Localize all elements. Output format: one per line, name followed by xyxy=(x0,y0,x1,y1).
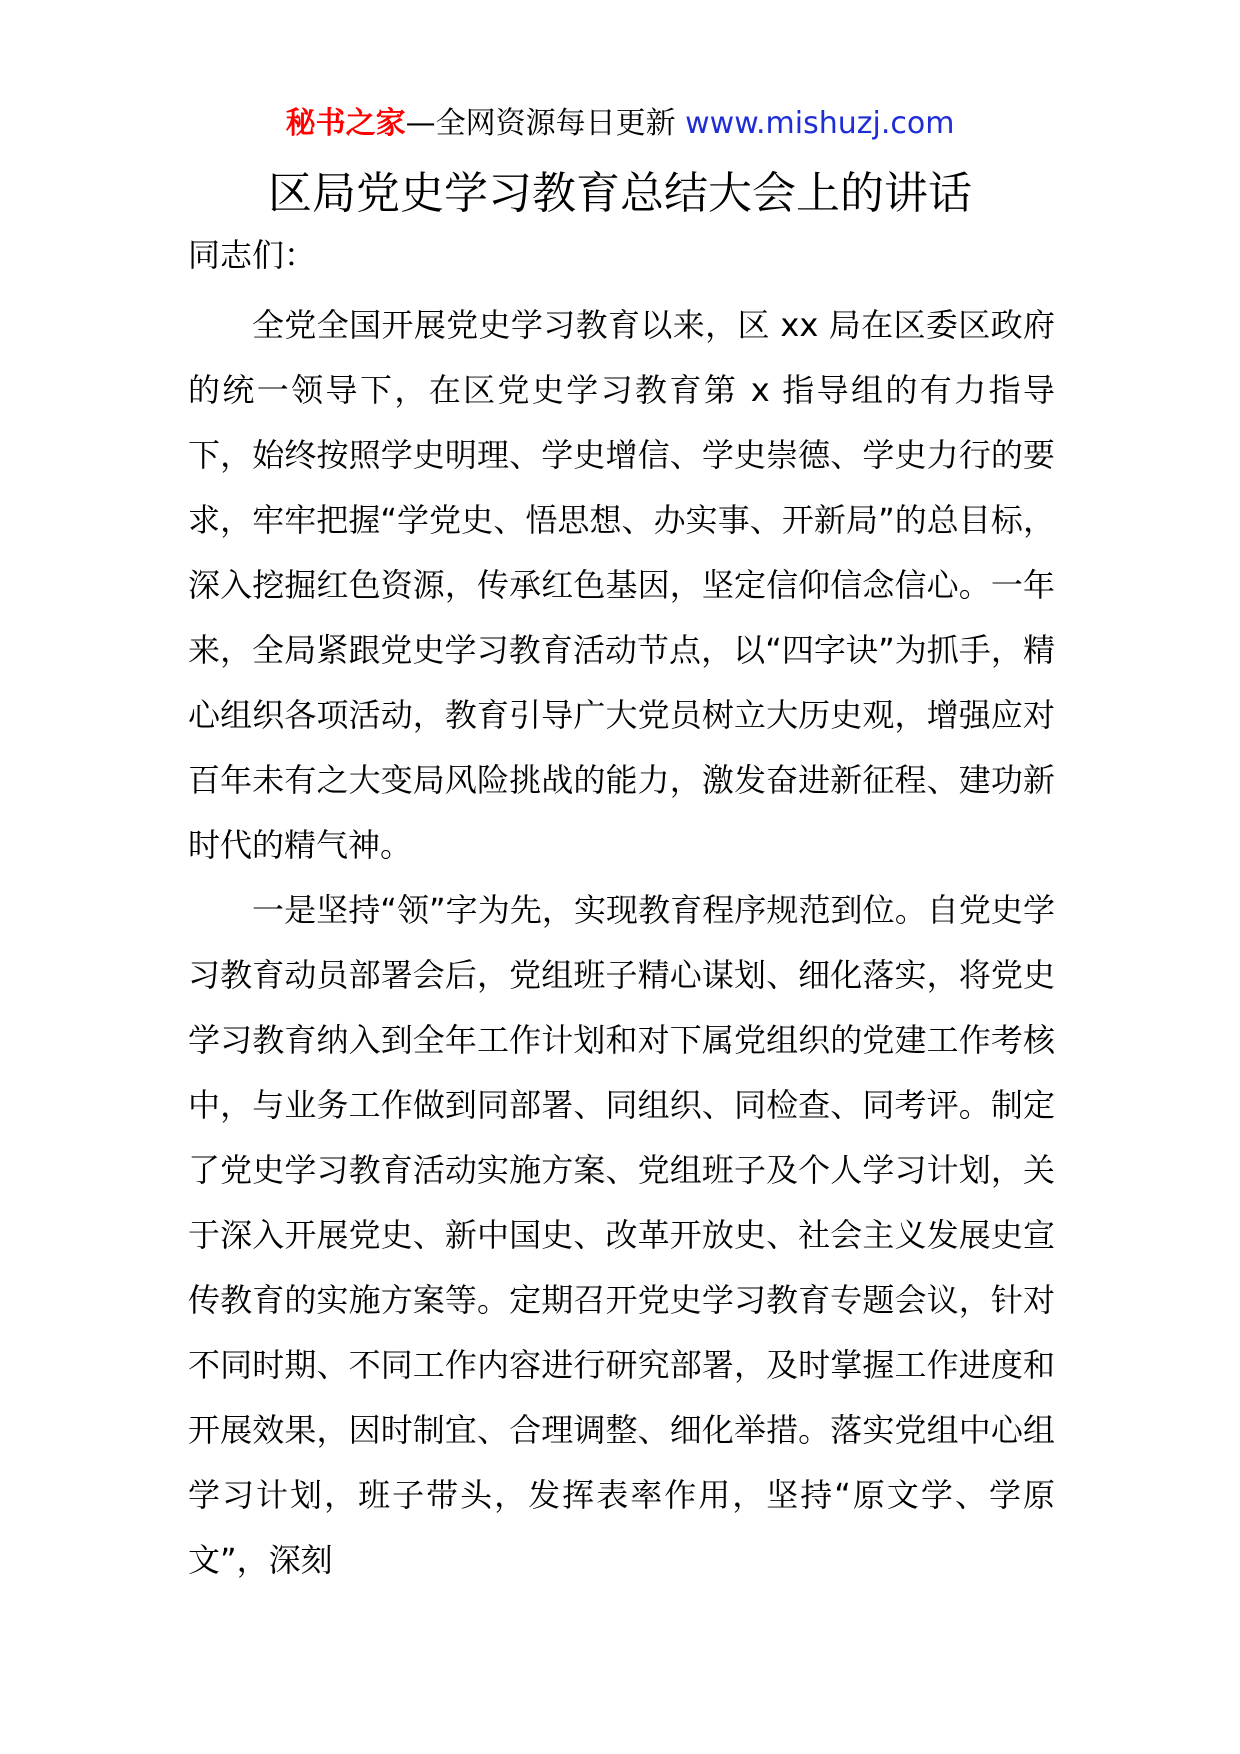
header-tagline: —全网资源每日更新 xyxy=(405,106,676,141)
document-body xyxy=(188,228,1055,1593)
paragraph-intro: 全党全国开展党史学习教育以来，区 xx 局在区委区政府的统一领导下，在区党史学习教育第 x 指导组的有力指导下，始终按照学史明理、学史增信、学史崇德、学史力行的要求，牢牢把握“学党史、悟思想、办实事、开新局”的总目标，深入挖掘红色资源，传承红色基因，坚定信仰信念信心。一年来，全局紧跟党史学习教育活动节点，以“四字诀”为抓手，精心组织各项活动，教育引导广大党员树立大历史观，增强应对百年未有之大变局风险挑战的能力，激发奋进新征程、建功新时代的精气神。 xyxy=(188,306,1055,864)
site-url-link[interactable]: www.mishuzj.com xyxy=(685,106,955,141)
paragraph-point-one: 一是坚持“领”字为先，实现教育程序规范到位。自党史学习教育动员部署会后，党组班子精心谋划、细化落实，将党史学习教育纳入到全年工作计划和对下属党组织的党建工作考核中，与业务工作做到同部署、同组织、同检查、同考评。制定了党史学习教育活动实施方案、党组班子及个人学习计划，关于深入开展党史、新中国史、改革开放史、社会主义发展史宣传教育的实施方案等。定期召开党史学习教育专题会议，针对不同时期、不同工作内容进行研究部署，及时掌握工作进度和开展效果，因时制宜、合理调整、细化举措。落实党组中心组学习计划，班子带头，发挥表率作用，坚持“原文学、学原文”，深刻 xyxy=(188,891,1055,1579)
document-title: 区局党史学习教育总结大会上的讲话 xyxy=(268,168,972,219)
site-header xyxy=(0,98,1240,150)
salutation: 同志们： xyxy=(188,236,317,274)
brand-name: 秘书之家 xyxy=(285,106,406,141)
